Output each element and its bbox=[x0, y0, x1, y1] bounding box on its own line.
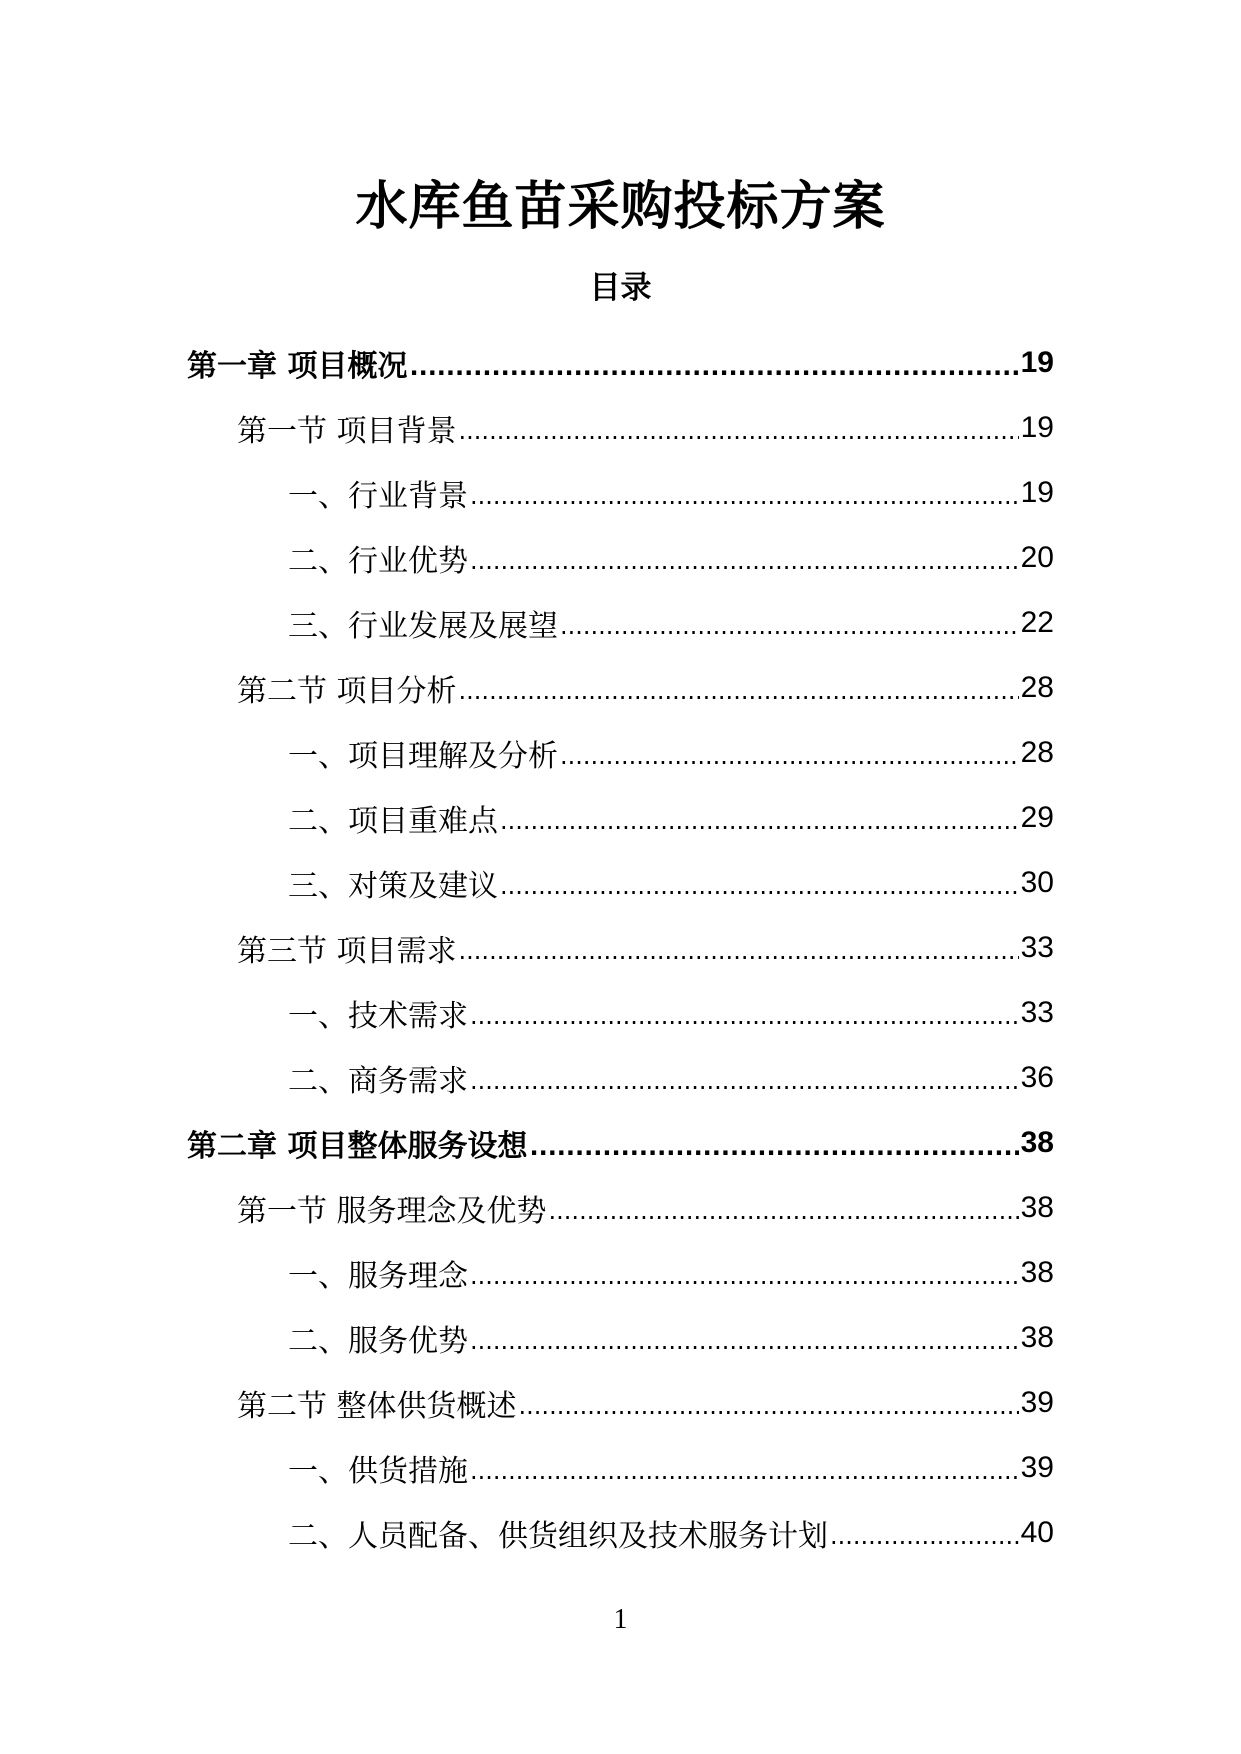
table-of-contents bbox=[0, 330, 1241, 1565]
toc-entry-page: 30 bbox=[1020, 865, 1054, 899]
toc-dot-leader bbox=[500, 809, 1019, 839]
toc-entry-page: 40 bbox=[1020, 1515, 1054, 1549]
toc-dot-leader bbox=[470, 1459, 1019, 1489]
toc-entry-title: 三、对策及建议 bbox=[288, 868, 498, 904]
toc-entry[interactable] bbox=[0, 1175, 1241, 1240]
toc-entry-title: 一、供货措施 bbox=[288, 1453, 468, 1489]
toc-dot-leader bbox=[470, 1329, 1019, 1359]
toc-dot-leader bbox=[549, 1199, 1019, 1229]
toc-entry-page: 33 bbox=[1020, 995, 1054, 1029]
toc-entry-title: 一、行业背景 bbox=[288, 478, 468, 514]
toc-entry-page: 38 bbox=[1020, 1320, 1054, 1354]
toc-entry-title: 二、项目重难点 bbox=[288, 803, 498, 839]
toc-entry-title: 三、行业发展及展望 bbox=[288, 608, 558, 644]
toc-entry-page: 38 bbox=[1020, 1255, 1054, 1289]
toc-entry[interactable] bbox=[0, 395, 1241, 460]
toc-entry-title: 第三节 项目需求 bbox=[237, 933, 457, 969]
toc-entry-title: 第一章 项目概况 bbox=[187, 348, 408, 384]
toc-entry-page: 20 bbox=[1020, 540, 1054, 574]
toc-entry-page: 38 bbox=[1020, 1190, 1054, 1224]
toc-dot-leader bbox=[560, 744, 1019, 774]
toc-entry[interactable] bbox=[0, 590, 1241, 655]
toc-heading: 目录 bbox=[589, 270, 652, 306]
toc-entry-page: 22 bbox=[1020, 605, 1054, 639]
toc-dot-leader bbox=[470, 1069, 1019, 1099]
toc-entry[interactable] bbox=[0, 1435, 1241, 1500]
toc-entry-page: 28 bbox=[1020, 670, 1054, 704]
page-number: 1 bbox=[613, 1604, 628, 1635]
toc-entry-page: 19 bbox=[1020, 345, 1054, 379]
toc-entry-title: 第二章 项目整体服务设想 bbox=[187, 1128, 528, 1164]
toc-entry-page: 38 bbox=[1020, 1125, 1054, 1159]
toc-entry[interactable] bbox=[0, 1370, 1241, 1435]
toc-entry-page: 19 bbox=[1020, 410, 1054, 444]
toc-dot-leader bbox=[560, 614, 1019, 644]
toc-entry[interactable] bbox=[0, 655, 1241, 720]
toc-entry-page: 29 bbox=[1020, 800, 1054, 834]
toc-dot-leader bbox=[470, 1264, 1019, 1294]
toc-entry[interactable] bbox=[0, 525, 1241, 590]
toc-dot-leader bbox=[500, 874, 1019, 904]
toc-dot-leader bbox=[470, 484, 1019, 514]
toc-dot-leader bbox=[459, 419, 1019, 449]
toc-entry-page: 28 bbox=[1020, 735, 1054, 769]
toc-entry-title: 二、行业优势 bbox=[288, 543, 468, 579]
toc-entry-title: 一、服务理念 bbox=[288, 1258, 468, 1294]
toc-dot-leader bbox=[459, 939, 1019, 969]
toc-entry[interactable] bbox=[0, 1500, 1241, 1565]
toc-entry-title: 一、项目理解及分析 bbox=[288, 738, 558, 774]
toc-entry-page: 39 bbox=[1020, 1450, 1054, 1484]
toc-entry[interactable] bbox=[0, 785, 1241, 850]
toc-entry[interactable] bbox=[0, 330, 1241, 395]
toc-dot-leader bbox=[830, 1524, 1019, 1554]
toc-entry[interactable] bbox=[0, 1305, 1241, 1370]
toc-dot-leader bbox=[470, 1004, 1019, 1034]
toc-entry-title: 二、商务需求 bbox=[288, 1063, 468, 1099]
toc-entry[interactable] bbox=[0, 460, 1241, 525]
toc-entry-page: 19 bbox=[1020, 475, 1054, 509]
toc-entry[interactable] bbox=[0, 1045, 1241, 1110]
toc-entry[interactable] bbox=[0, 720, 1241, 785]
toc-entry[interactable] bbox=[0, 980, 1241, 1045]
toc-entry-page: 36 bbox=[1020, 1060, 1054, 1094]
toc-entry-title: 第一节 服务理念及优势 bbox=[237, 1193, 547, 1229]
toc-entry-title: 第一节 项目背景 bbox=[237, 413, 457, 449]
toc-entry-title: 第二节 项目分析 bbox=[237, 673, 457, 709]
toc-entry-title: 二、人员配备、供货组织及技术服务计划 bbox=[288, 1518, 828, 1554]
toc-entry-page: 39 bbox=[1020, 1385, 1054, 1419]
toc-entry[interactable] bbox=[0, 1110, 1241, 1175]
toc-dot-leader bbox=[519, 1394, 1019, 1424]
toc-entry-title: 一、技术需求 bbox=[288, 998, 468, 1034]
toc-dot-leader bbox=[529, 1134, 1018, 1164]
toc-dot-leader bbox=[459, 679, 1019, 709]
toc-entry[interactable] bbox=[0, 915, 1241, 980]
toc-entry[interactable] bbox=[0, 1240, 1241, 1305]
document-title: 水库鱼苗采购投标方案 bbox=[355, 177, 886, 237]
toc-dot-leader bbox=[470, 549, 1019, 579]
toc-entry-title: 二、服务优势 bbox=[288, 1323, 468, 1359]
toc-entry-title: 第二节 整体供货概述 bbox=[237, 1388, 517, 1424]
toc-dot-leader bbox=[409, 354, 1018, 384]
toc-entry-page: 33 bbox=[1020, 930, 1054, 964]
toc-entry[interactable] bbox=[0, 850, 1241, 915]
